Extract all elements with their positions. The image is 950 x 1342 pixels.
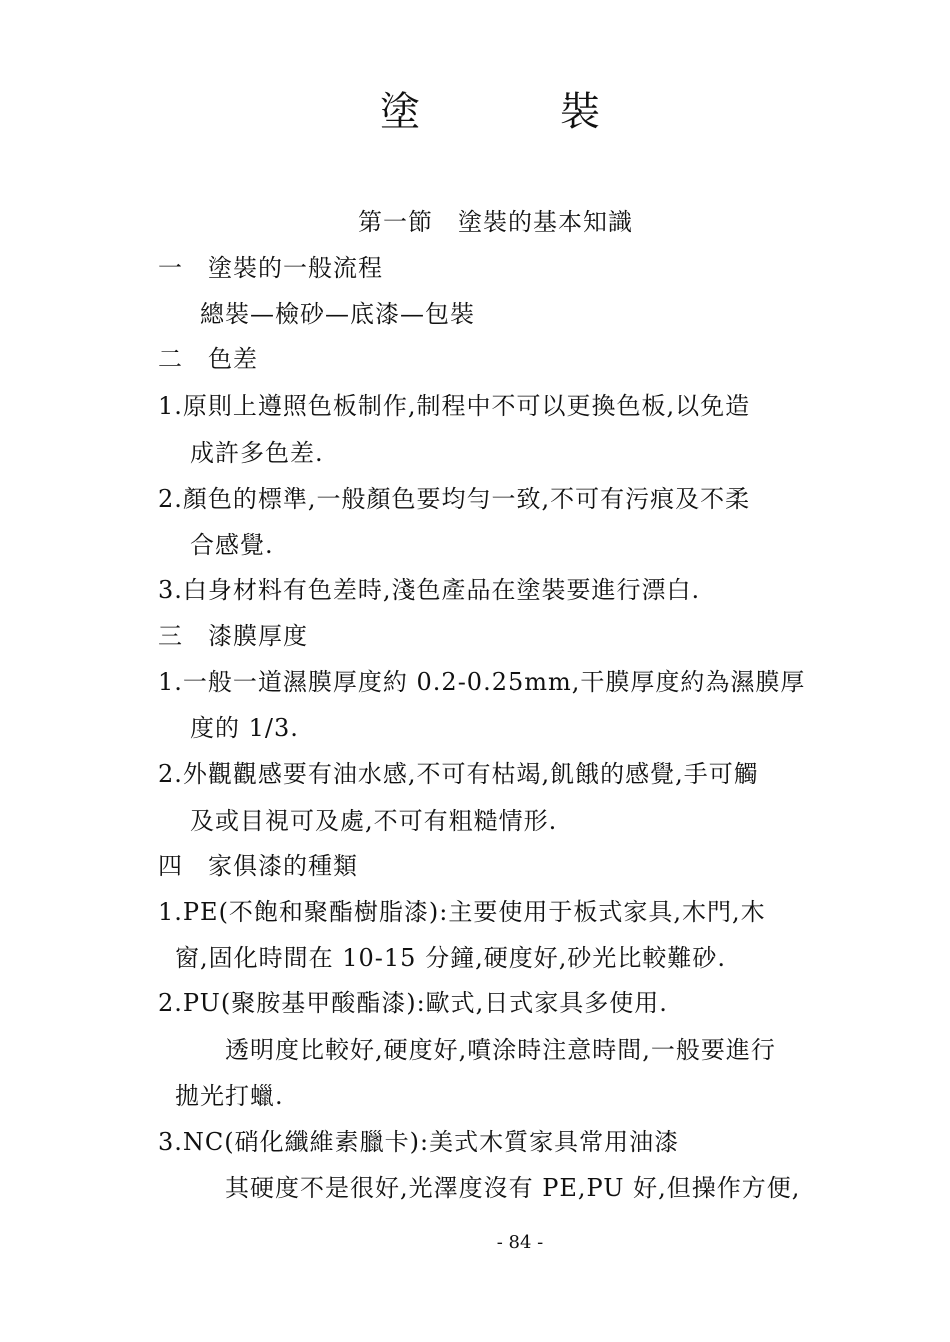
color-item-2-line-2: 合感覺.	[190, 531, 274, 559]
heading-painting-process: 一 塗裝的一般流程	[158, 254, 383, 282]
paint-item-2-line-2: 透明度比較好,硬度好,噴涂時注意時間,一般要進行	[225, 1036, 776, 1064]
paint-item-1-line-1: 1.PE(不飽和聚酯樹脂漆):主要使用于板式家具,木門,木	[158, 898, 766, 926]
paint-item-1-line-2: 窗,固化時間在 10-15 分鐘,硬度好,砂光比較難砂.	[175, 944, 726, 972]
paint-item-3-line-2: 其硬度不是很好,光澤度沒有 PE,PU 好,但操作方便,	[225, 1174, 801, 1202]
page-number: - 84 -	[496, 1232, 544, 1253]
color-item-2-line-1: 2.顏色的標準,一般顏色要均勻一致,不可有污痕及不柔	[158, 485, 751, 513]
film-item-1-line-1: 1.一般一道濕膜厚度約 0.2-0.25mm,干膜厚度約為濕膜厚	[158, 668, 806, 696]
color-item-3: 3.白身材料有色差時,淺色產品在塗裝要進行漂白.	[158, 576, 701, 604]
page-title: 塗 裝	[380, 89, 650, 135]
section-title: 第一節 塗裝的基本知識	[358, 208, 633, 236]
paint-item-3-line-1: 3.NC(硝化纖維素臘卡):美式木質家具常用油漆	[158, 1128, 680, 1156]
process-flow-text: 總裝—檢砂—底漆—包裝	[200, 300, 475, 328]
paint-item-2-line-3: 拋光打蠟.	[175, 1082, 284, 1110]
color-item-1-line-2: 成許多色差.	[190, 439, 324, 467]
film-item-2-line-1: 2.外觀觀感要有油水感,不可有枯竭,飢餓的感覺,手可觸	[158, 760, 759, 788]
film-item-1-line-2: 度的 1/3.	[190, 714, 299, 742]
heading-furniture-paint-types: 四 家俱漆的種類	[158, 852, 358, 880]
heading-color-difference: 二 色差	[158, 345, 258, 373]
paint-item-2-line-1: 2.PU(聚胺基甲酸酯漆):歐式,日式家具多使用.	[158, 989, 668, 1017]
heading-film-thickness: 三 漆膜厚度	[158, 622, 308, 650]
film-item-2-line-2: 及或目視可及處,不可有粗糙情形.	[190, 807, 558, 835]
color-item-1-line-1: 1.原則上遵照色板制作,制程中不可以更換色板,以免造	[158, 392, 751, 420]
